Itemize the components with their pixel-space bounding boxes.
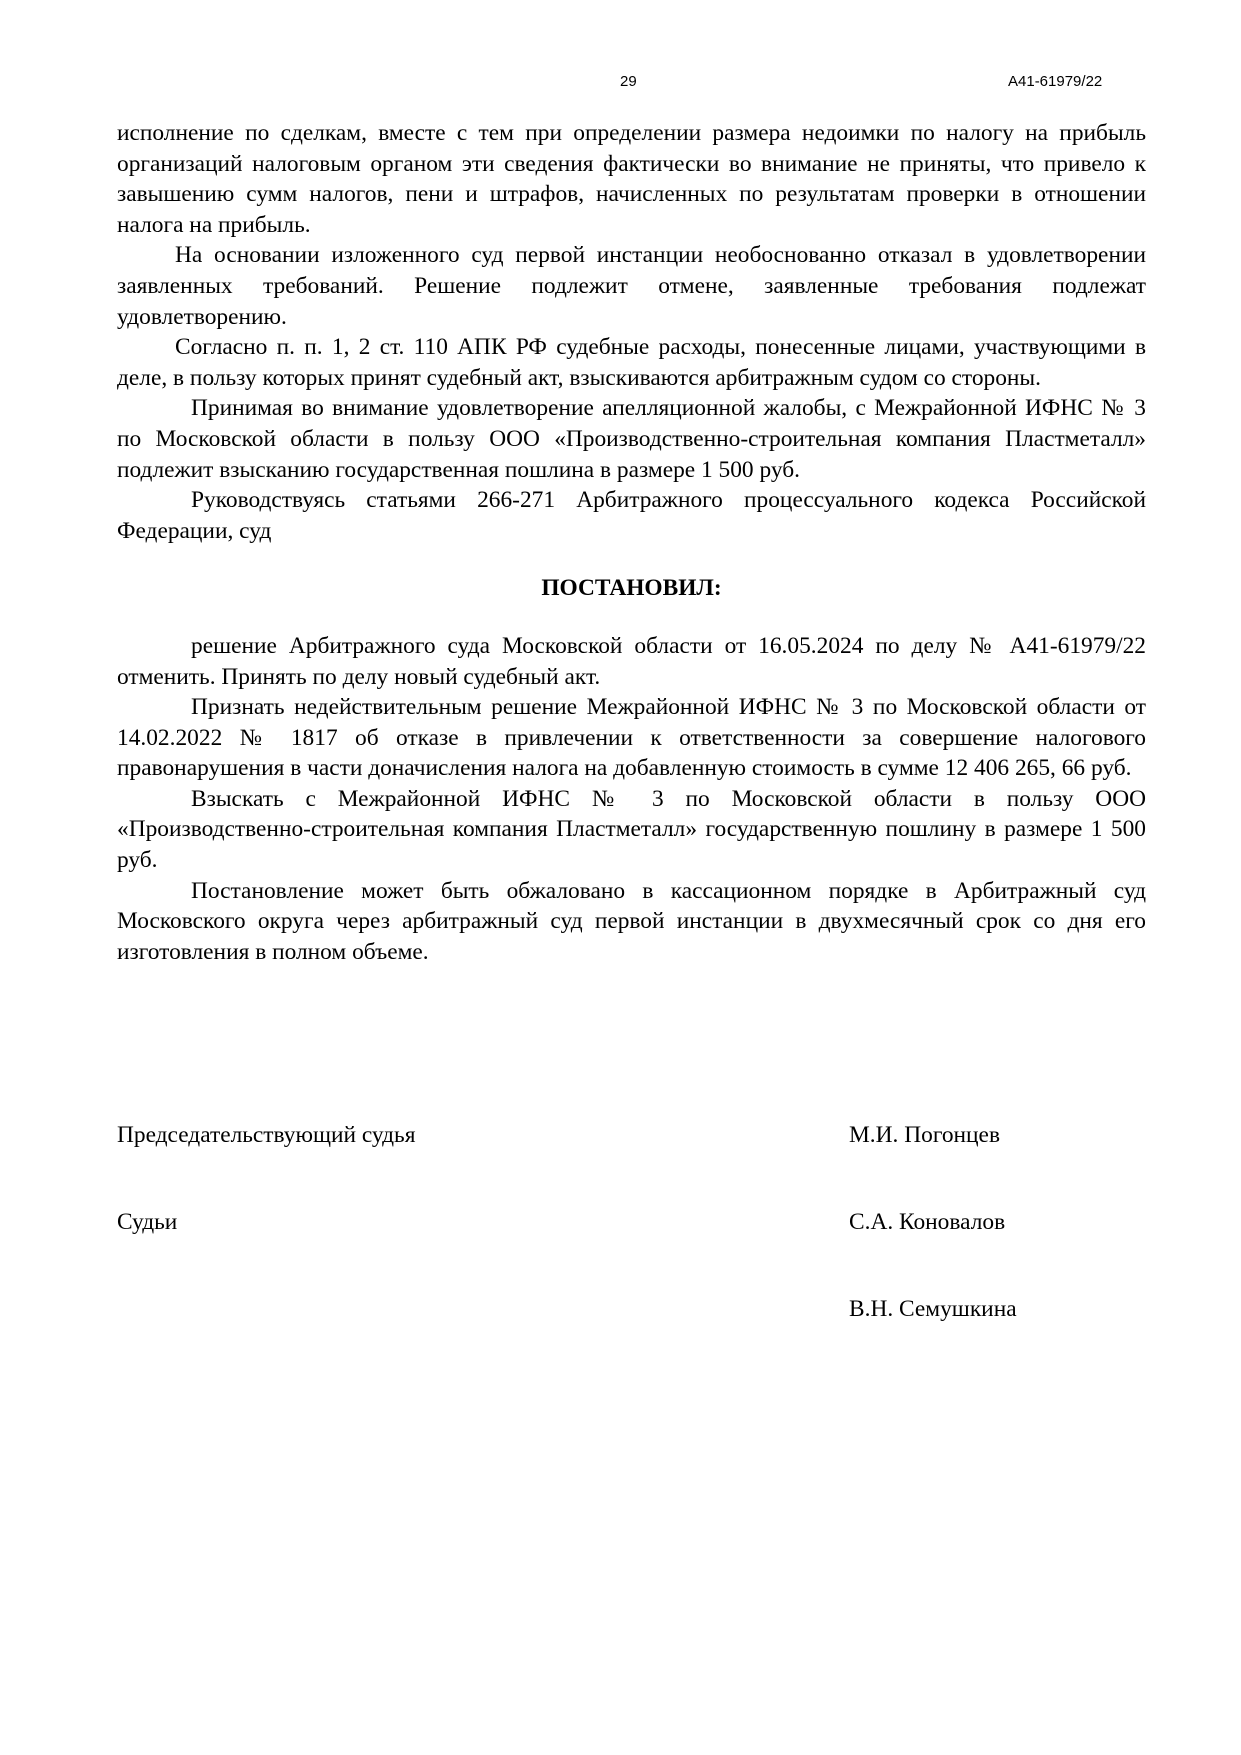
document-body	[117, 118, 1146, 967]
resolution-paragraph: Постановление может быть обжаловано в кассационном порядке в Арбитражный суд Московского округа через арбитражный суд первой инстанции в двухмесячный срок со дня его изготовления в полном объеме.	[117, 877, 1146, 965]
page-number: 29	[620, 73, 637, 90]
judge-name: С.А. Коновалов	[849, 1209, 1006, 1235]
resolution-paragraph: Признать недействительным решение Межрайонной ИФНС № 3 по Московской области от 14.02.2022 № 1817 об отказе в привлечении к ответственности за совершение налогового правонарушения в части доначисления налога на добавленную стоимость в сумме 12 406 265, 66 руб.	[117, 694, 1146, 782]
judges-label: Судьи	[117, 1209, 178, 1235]
case-number: А41-61979/22	[1008, 73, 1103, 90]
paragraph: Руководствуясь статьями 266-271 Арбитражного процессуального кодекса Российской Федерации, суд	[117, 487, 1146, 544]
paragraph: Принимая во внимание удовлетворение апелляционной жалобы, с Межрайонной ИФНС № 3 по Московской области в пользу ООО «Производственно-строительная компания Пластметалл» подлежит взысканию государственная пошлина в размере 1 500 руб.	[117, 395, 1146, 483]
resolution-paragraph: Взыскать с Межрайонной ИФНС № 3 по Московской области в пользу ООО «Производственно-строительная компания Пластметалл» государственную пошлину в размере 1 500 руб.	[117, 785, 1146, 874]
resolution-heading: ПОСТАНОВИЛ:	[541, 575, 722, 602]
paragraph: Согласно п. п. 1, 2 ст. 110 АПК РФ судебные расходы, понесенные лицами, участвующими в деле, в пользу которых принят судебный акт, взыскиваются арбитражным судом со стороны.	[117, 334, 1146, 391]
presiding-judge-name: М.И. Погонцев	[849, 1122, 1000, 1148]
presiding-judge-label: Председательствующий судья	[117, 1122, 416, 1148]
judge-name: В.Н. Семушкина	[849, 1296, 1017, 1322]
paragraph-continuation: исполнение по сделкам, вместе с тем при определении размера недоимки по налогу на прибыль организаций налоговым органом эти сведения фактически во внимание не приняты, что привело к завышению сумм налогов, пени и штрафов, начисленных по результатам проверки в отношении налога на прибыль.	[117, 120, 1146, 238]
resolution-paragraph: решение Арбитражного суда Московской области от 16.05.2024 по делу № А41-61979/22 отменить. Принять по делу новый судебный акт.	[117, 632, 1146, 690]
paragraph: На основании изложенного суд первой инстанции необоснованно отказал в удовлетворении заявленных требований. Решение подлежит отмене, заявленные требования подлежат удовлетворению.	[117, 242, 1146, 330]
